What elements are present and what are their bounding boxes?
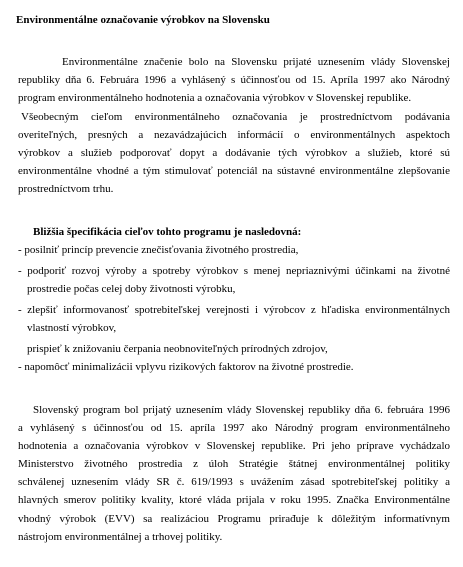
intro-line-1: Environmentálne značenie bolo na Slovensku prijaté uznesením vlády Slovenskej: [62, 56, 450, 68]
intro-line-5: overiteľných, presných a nezavádzajúcich informácií o environmentálnych aspektoch: [18, 129, 450, 141]
goal-item-5: - napomôcť minimalizácii vplyvu rizikových faktorov na životné prostredie.: [18, 361, 354, 373]
goal-item-3-cont: vlastností výrobkov,: [27, 322, 117, 334]
closing-line-2: a vyhlásený s účinnosťou od 15. apríla 1997 ako Národný program environmentálneho: [18, 422, 450, 434]
closing-line-3: hodnotenia a označovania výrobkov v Slovenskej republike. Pri jeho príprave vychádzalo: [18, 440, 450, 452]
intro-line-3: program environmentálneho hodnotenia a označovania výrobkov v Slovenskej republike.: [18, 92, 412, 104]
closing-line-5: schválenej uznesením vlády SR č. 619/1993 s uvážením zásad spotrebiteľskej politiky a: [18, 476, 450, 488]
closing-line-6: hlavných smerov politiky kvality, ktoré vláda prijala v roku 1995. Značka Environmentálne: [18, 494, 450, 506]
intro-line-6: výrobkov a služieb podporovať dopyt a dodávanie tých výrobkov a služieb, ktoré sú: [18, 147, 450, 159]
goal-item-3: - zlepšiť informovanosť spotrebiteľskej verejnosti i výrobcov z hľadiska environmentálnych: [18, 304, 450, 316]
intro-line-2: republiky dňa 6. Februára 1996 a vyhlásený s účinnosťou od 15. Apríla 1997 ako Národný: [18, 74, 450, 86]
closing-line-7: vhodný výrobok (EVV) sa realizáciou Programu prirađuje k dôležitým informatívnym: [18, 513, 450, 525]
goal-item-2: - podporiť rozvoj výroby a spotreby výrobkov s menej nepriaznivými účinkami na životné: [18, 265, 450, 277]
intro-line-4: Všeobecným cieľom environmentálneho označovania je prostredníctvom podávania: [21, 111, 450, 123]
document-title: Environmentálne označovanie výrobkov na Slovensku: [16, 14, 270, 26]
closing-line-1: Slovenský program bol prijatý uznesením vlády Slovenskej republiky dňa 6. februára 1996: [33, 404, 450, 416]
intro-line-8: prostredníctvom trhu.: [18, 183, 114, 195]
goal-item-2-cont: prostredie počas celej doby životnosti výrobku,: [27, 283, 236, 295]
spec-heading: Bližšia špecifikácia cieľov tohto programu je nasledovná:: [33, 226, 302, 238]
closing-line-8: nástrojom environmentálnej a trhovej politiky.: [18, 531, 223, 543]
goal-item-1: - posilniť princíp prevencie znečisťovania životného prostredia,: [18, 244, 299, 256]
intro-line-7: environmentálne vhodné a tým stimulovať potenciál na sústavné environmentálne zlepšovanie: [18, 165, 450, 177]
closing-line-4: Ministerstvo životného prostredia z úloh Stratégie štátnej environmentálnej politiky: [18, 458, 450, 470]
goal-item-4: prispieť k znižovaniu čerpania neobnoviteľných prírodných zdrojov,: [27, 343, 328, 355]
